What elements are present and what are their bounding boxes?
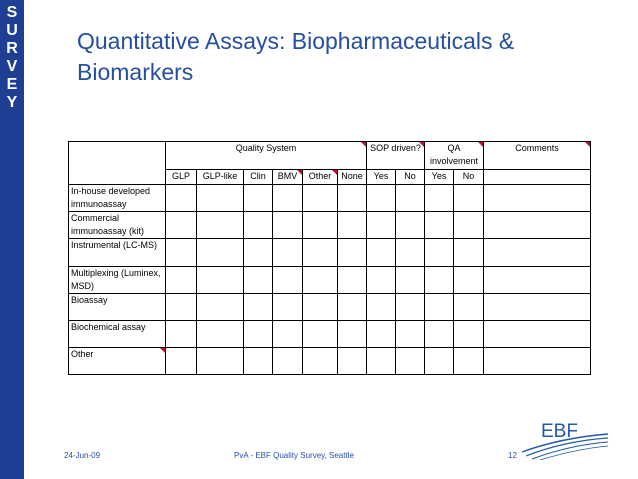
answer-cell[interactable] (425, 293, 454, 320)
answer-cell[interactable] (303, 266, 338, 293)
survey-letter: Y (6, 94, 18, 111)
answer-cell[interactable] (367, 185, 396, 212)
comment-cell[interactable] (484, 185, 591, 212)
answer-cell[interactable] (244, 185, 273, 212)
row-label: Multiplexing (Luminex, MSD) (69, 266, 166, 293)
answer-cell[interactable] (244, 212, 273, 239)
table-row (69, 185, 591, 212)
survey-letter: V (6, 58, 18, 75)
answer-cell[interactable] (454, 212, 484, 239)
answer-cell[interactable] (303, 239, 338, 266)
survey-letter: U (6, 22, 18, 39)
footer-date: 24-Jun-09 (64, 451, 101, 460)
col-qa-yes: Yes (425, 170, 454, 185)
answer-cell[interactable] (396, 185, 425, 212)
answer-cell[interactable] (396, 320, 425, 347)
answer-cell[interactable] (338, 266, 367, 293)
answer-cell[interactable] (166, 347, 197, 374)
answer-cell[interactable] (166, 293, 197, 320)
answer-cell[interactable] (166, 185, 197, 212)
answer-cell[interactable] (454, 293, 484, 320)
answer-cell[interactable] (166, 239, 197, 266)
answer-cell[interactable] (367, 266, 396, 293)
answer-cell[interactable] (244, 266, 273, 293)
answer-cell[interactable] (425, 347, 454, 374)
answer-cell[interactable] (273, 347, 303, 374)
row-label: Other (69, 347, 166, 374)
answer-cell[interactable] (454, 320, 484, 347)
footer-center: PvA - EBF Quality Survey, Seattle (234, 451, 354, 460)
corner-cell (69, 142, 166, 185)
answer-cell[interactable] (197, 266, 244, 293)
comment-flag-icon (332, 170, 337, 175)
answer-cell[interactable] (166, 212, 197, 239)
answer-cell[interactable] (338, 320, 367, 347)
answer-cell[interactable] (338, 293, 367, 320)
answer-cell[interactable] (273, 212, 303, 239)
table-row (69, 347, 591, 374)
col-sop-yes: Yes (367, 170, 396, 185)
row-label: Biochemical assay (69, 320, 166, 347)
answer-cell[interactable] (244, 293, 273, 320)
comment-flag-icon (585, 142, 590, 147)
col-clin: Clin (244, 170, 273, 185)
empty-subheader (484, 170, 591, 185)
answer-cell[interactable] (425, 320, 454, 347)
sop-header: SOP driven? (367, 142, 425, 170)
answer-cell[interactable] (197, 347, 244, 374)
answer-cell[interactable] (454, 185, 484, 212)
survey-letter: S (6, 4, 18, 21)
row-label: In-house developed immunoassay (69, 185, 166, 212)
col-other: Other (303, 170, 338, 185)
comment-flag-icon (160, 348, 165, 353)
answer-cell[interactable] (303, 293, 338, 320)
qa-header: QA involvement (425, 142, 484, 170)
comment-cell[interactable] (484, 347, 591, 374)
table-row (69, 293, 591, 320)
survey-letter: E (6, 76, 18, 93)
ebf-logo-text: EBF (541, 421, 578, 442)
answer-cell[interactable] (273, 293, 303, 320)
comment-flag-icon (419, 142, 424, 147)
answer-cell[interactable] (367, 347, 396, 374)
answer-cell[interactable] (166, 266, 197, 293)
comment-cell[interactable] (484, 320, 591, 347)
col-glp-like: GLP-like (197, 170, 244, 185)
answer-cell[interactable] (273, 185, 303, 212)
answer-cell[interactable] (273, 266, 303, 293)
comment-flag-icon (297, 170, 302, 175)
answer-cell[interactable] (244, 347, 273, 374)
comment-cell[interactable] (484, 212, 591, 239)
answer-cell[interactable] (396, 293, 425, 320)
answer-cell[interactable] (338, 212, 367, 239)
col-qa-no: No (454, 170, 484, 185)
row-label: Bioassay (69, 293, 166, 320)
comment-cell[interactable] (484, 293, 591, 320)
answer-cell[interactable] (425, 266, 454, 293)
answer-cell[interactable] (367, 320, 396, 347)
answer-cell[interactable] (454, 266, 484, 293)
answer-cell[interactable] (244, 239, 273, 266)
answer-cell[interactable] (425, 212, 454, 239)
answer-cell[interactable] (197, 212, 244, 239)
answer-cell[interactable] (396, 212, 425, 239)
quality-system-header: Quality System (166, 142, 367, 170)
answer-cell[interactable] (197, 320, 244, 347)
page-number: 12 (508, 451, 517, 460)
answer-cell[interactable] (367, 293, 396, 320)
answer-cell[interactable] (367, 212, 396, 239)
row-label: Instrumental (LC-MS) (69, 239, 166, 266)
answer-cell[interactable] (273, 239, 303, 266)
col-none: None (338, 170, 367, 185)
answer-cell[interactable] (338, 347, 367, 374)
answer-cell[interactable] (303, 212, 338, 239)
answer-cell[interactable] (454, 239, 484, 266)
answer-cell[interactable] (197, 293, 244, 320)
answer-cell[interactable] (303, 347, 338, 374)
table-row (69, 266, 591, 293)
comment-flag-icon (361, 142, 366, 147)
row-label: Commercial immunoassay (kit) (69, 212, 166, 239)
table-row (69, 320, 591, 347)
answer-cell[interactable] (454, 347, 484, 374)
answer-cell[interactable] (425, 185, 454, 212)
answer-cell[interactable] (396, 347, 425, 374)
answer-cell[interactable] (338, 185, 367, 212)
answer-cell[interactable] (425, 239, 454, 266)
comment-flag-icon (478, 142, 483, 147)
answer-cell[interactable] (396, 239, 425, 266)
comment-cell[interactable] (484, 266, 591, 293)
table-header-row (69, 142, 591, 170)
answer-cell[interactable] (303, 320, 338, 347)
answer-cell[interactable] (396, 266, 425, 293)
answer-cell[interactable] (197, 239, 244, 266)
col-glp: GLP (166, 170, 197, 185)
answer-cell[interactable] (367, 239, 396, 266)
survey-letter: R (6, 40, 18, 57)
slide-title: Quantitative Assays: Biopharmaceuticals & Biomarkers (77, 28, 515, 85)
answer-cell[interactable] (303, 185, 338, 212)
table-row (69, 239, 591, 266)
table-row (69, 212, 591, 239)
answer-cell[interactable] (338, 239, 367, 266)
answer-cell[interactable] (166, 320, 197, 347)
col-sop-no: No (396, 170, 425, 185)
survey-table (68, 141, 591, 375)
answer-cell[interactable] (197, 185, 244, 212)
answer-cell[interactable] (244, 320, 273, 347)
survey-sidebar (0, 0, 24, 479)
comment-cell[interactable] (484, 239, 591, 266)
answer-cell[interactable] (273, 320, 303, 347)
comments-header: Comments (484, 142, 591, 170)
col-bmv: BMV (273, 170, 303, 185)
